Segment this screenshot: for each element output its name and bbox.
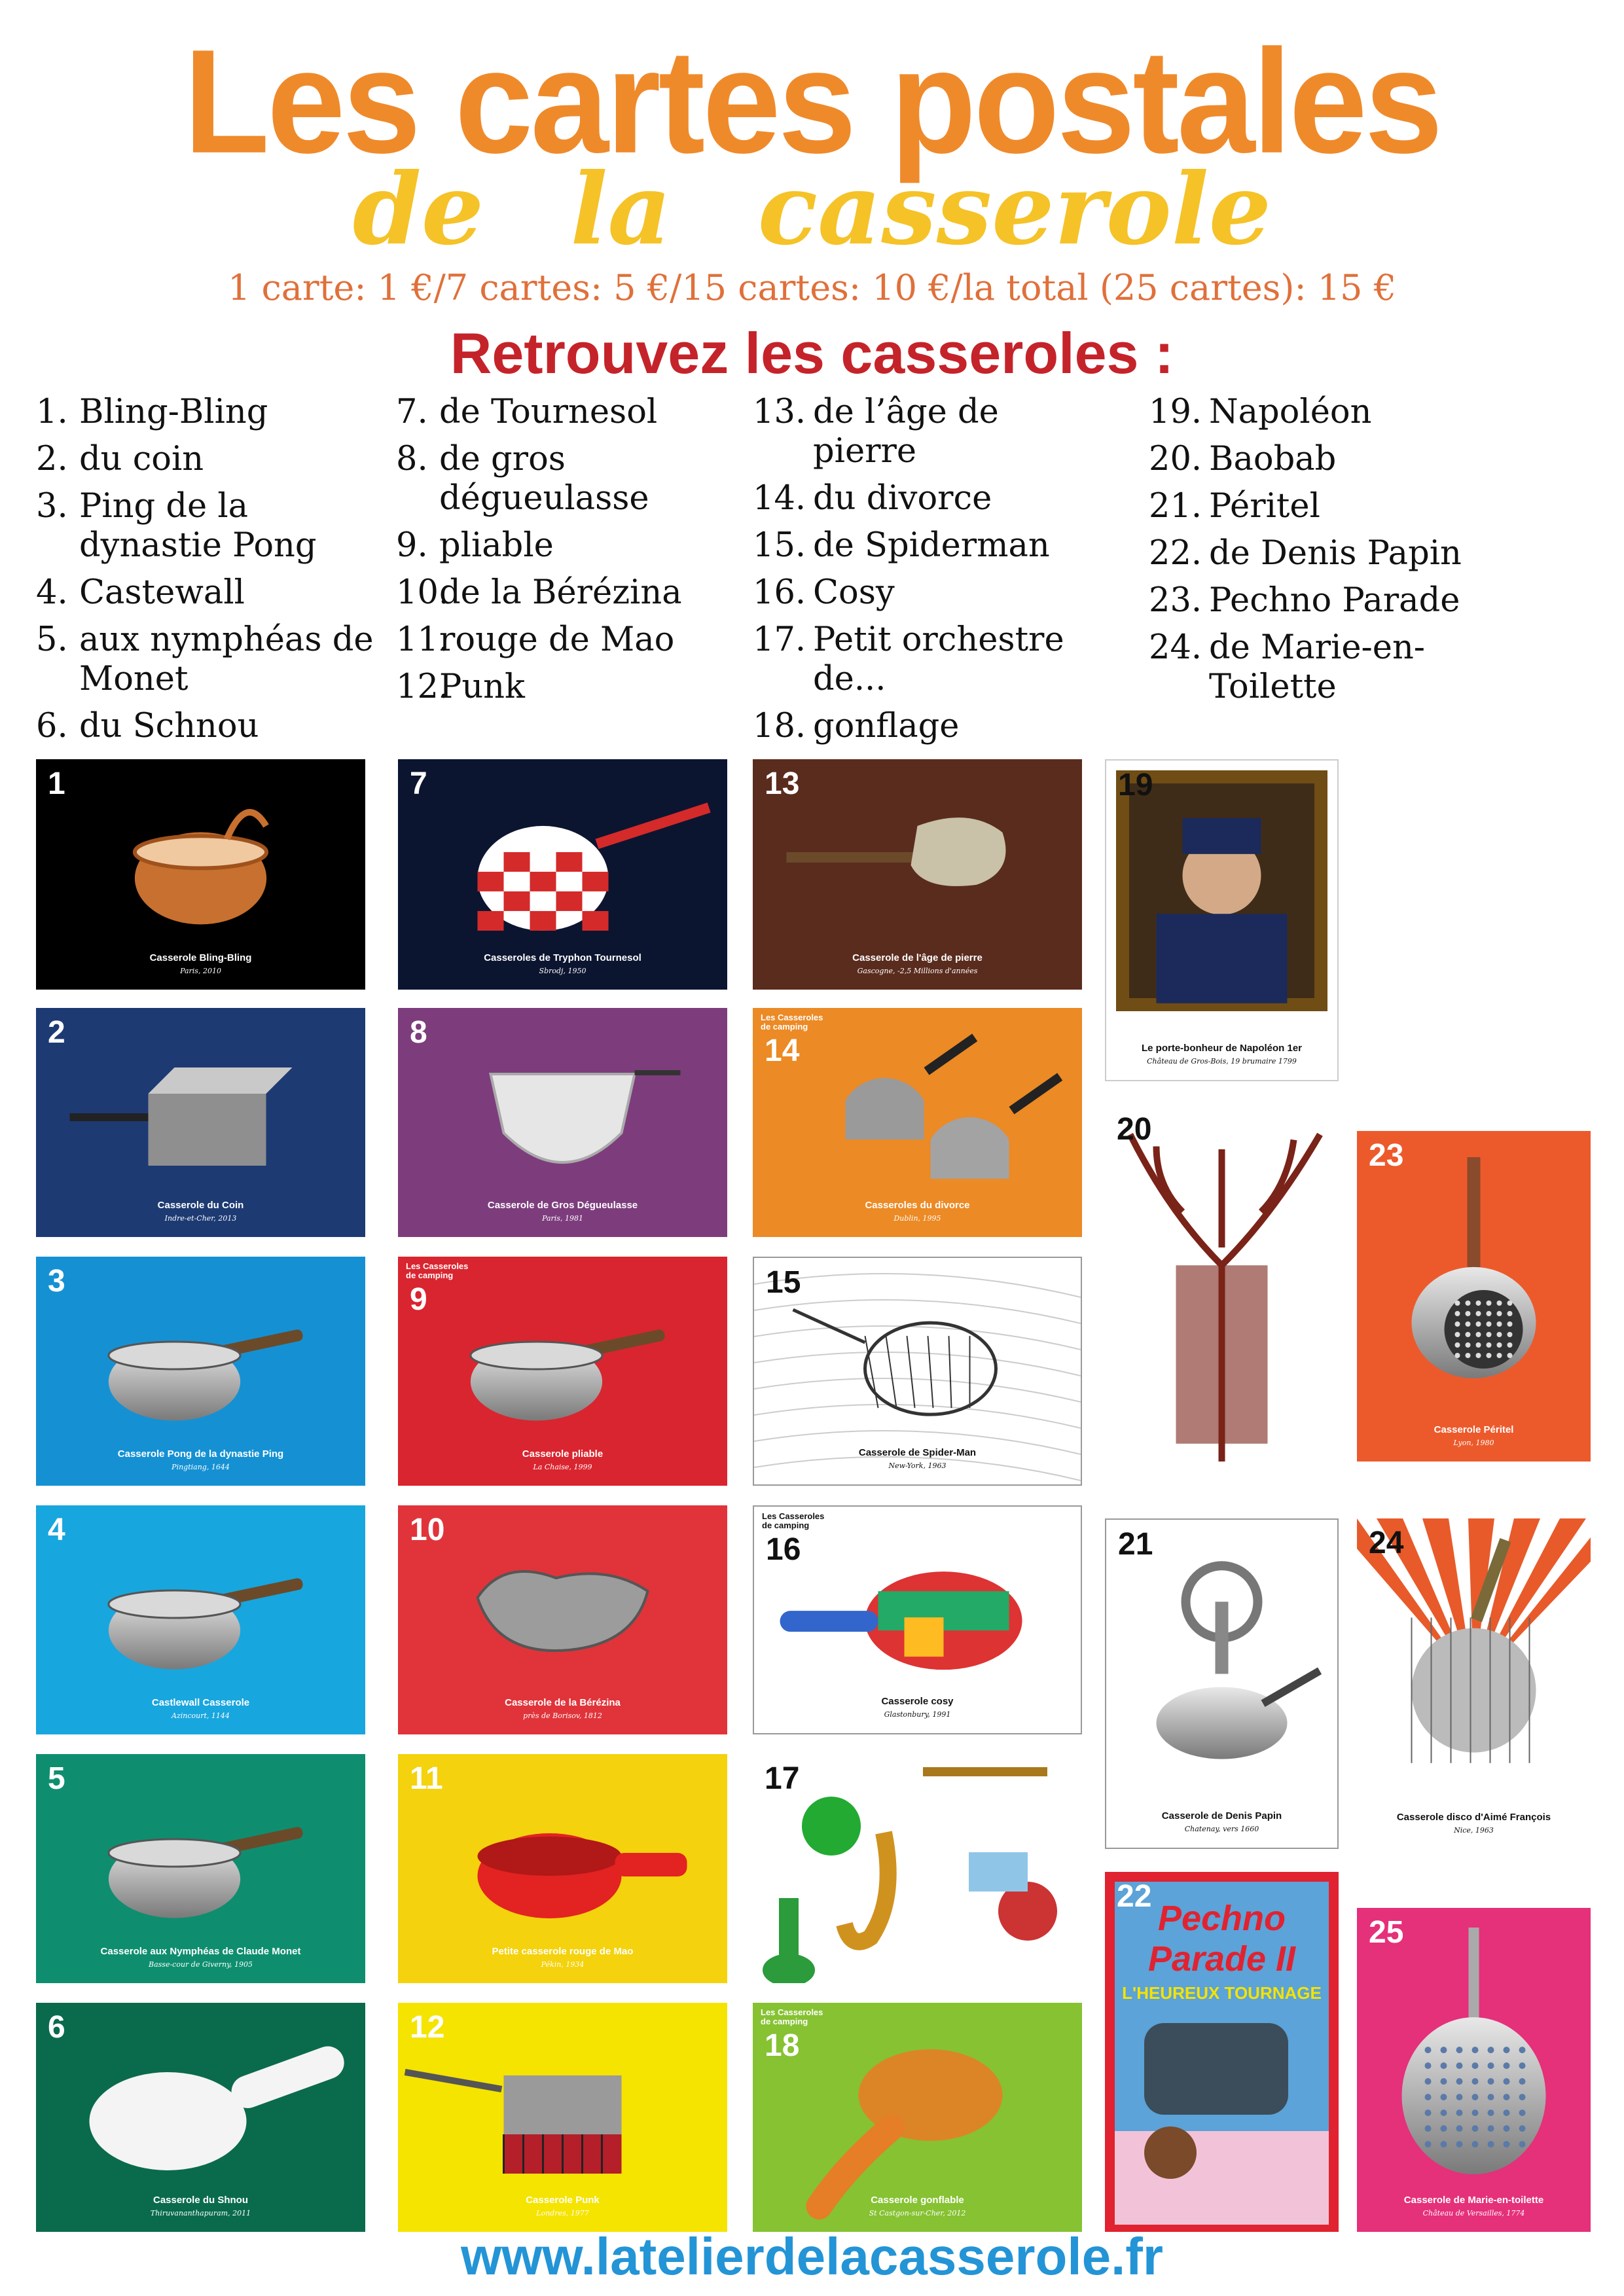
list-item-number: 12.	[396, 668, 450, 706]
postcard-caption: Petite casserole rouge de Mao	[492, 1946, 634, 1957]
list-item	[753, 479, 1106, 518]
section-heading: Retrouvez les casseroles :	[450, 321, 1174, 386]
postcard-23[interactable]	[1357, 1131, 1591, 1462]
postcard-place: près de Borisov, 1812	[523, 1712, 602, 1720]
postcard-6[interactable]	[36, 2003, 365, 2232]
postcard-number: 17	[765, 1761, 800, 1796]
list-item	[36, 620, 376, 699]
postcard-caption: Casserole de Denis Papin	[1161, 1810, 1282, 1821]
postcard-place: Pékin, 1934	[541, 1960, 585, 1969]
postcard-place: New-York, 1963	[888, 1462, 947, 1470]
postcard-caption: Casserole de Marie-en-toilette	[1403, 2195, 1544, 2206]
list-item-number: 19.	[1149, 393, 1202, 431]
postcard-place: Château de Gros-Bois, 19 brumaire 1799	[1147, 1057, 1297, 1066]
postcard-number: 21	[1118, 1527, 1153, 1562]
postcard-4[interactable]	[36, 1505, 365, 1734]
postcard-number: 3	[48, 1264, 65, 1299]
postcard-22[interactable]	[1105, 1872, 1339, 2232]
list-item-text: de Spiderman	[813, 526, 1050, 565]
postcard-caption: Casserole Péritel	[1434, 1424, 1514, 1435]
postcard-caption: Casserole Bling-Bling	[149, 952, 252, 963]
list-column-2	[396, 393, 723, 715]
postcard-place: Paris, 2010	[180, 967, 221, 975]
postcard-place: St Castgon-sur-Cher, 2012	[869, 2209, 966, 2217]
list-item	[753, 620, 1106, 699]
peritel-pan-icon	[1357, 1131, 1591, 1462]
list-item-text: de la Bérézina	[439, 573, 682, 612]
postcard-number: 11	[410, 1761, 443, 1796]
postcard-18[interactable]	[753, 2003, 1082, 2232]
postcard-place: Chatenay, vers 1660	[1184, 1825, 1259, 1833]
postcard-caption: Casserole du Shnou	[153, 2195, 249, 2206]
postcard-16[interactable]	[753, 1505, 1082, 1734]
list-item-text: du Schnou	[79, 707, 259, 745]
list-item	[1149, 393, 1542, 432]
postcard-number: 16	[766, 1532, 801, 1567]
postcard-place: Basse-cour de Giverny, 1905	[149, 1960, 253, 1969]
postcard-5[interactable]	[36, 1754, 365, 1983]
list-item-text: Cosy	[813, 573, 895, 612]
postcard-caption: Casserole du Coin	[157, 1200, 244, 1211]
list-item-text: Baobab	[1209, 440, 1337, 478]
postcard-number: 5	[48, 1761, 65, 1796]
list-column-3	[753, 393, 1106, 754]
postcard-number: 18	[765, 2028, 800, 2063]
postcard-number: 12	[410, 2010, 445, 2045]
postcard-7[interactable]	[398, 759, 727, 990]
postcard-caption: Casserole pliable	[522, 1448, 604, 1460]
list-item-number: 11.	[396, 620, 450, 659]
list-item-number: 7.	[396, 393, 428, 431]
list-item-number: 17.	[753, 620, 806, 659]
postcard-caption: Casseroles du divorce	[865, 1200, 970, 1211]
postcard-number: 24	[1369, 1526, 1404, 1560]
colander-icon	[1357, 1908, 1591, 2232]
list-item	[36, 440, 376, 479]
list-item-number: 14.	[753, 479, 806, 518]
postcard-15[interactable]	[753, 1257, 1082, 1486]
postcard-13[interactable]	[753, 759, 1082, 990]
postcard-caption: Le porte-bonheur de Napoléon 1er	[1141, 1043, 1303, 1054]
list-item	[753, 526, 1106, 565]
list-item-number: 3.	[36, 487, 68, 526]
postcard-place: Glastonbury, 1991	[884, 1710, 951, 1719]
list-item-text: Napoléon	[1209, 393, 1372, 431]
postcard-caption: Casserole de la Bérézina	[505, 1697, 621, 1708]
postcard-number: 13	[765, 766, 800, 801]
list-item-text: Pechno Parade	[1209, 581, 1460, 620]
camping-series-label: Les Casseroles de camping	[761, 2007, 823, 2026]
page-title: Les cartes postales	[183, 18, 1441, 184]
list-item-text: de l’âge de pierre	[813, 393, 999, 471]
list-item-number: 21.	[1149, 487, 1202, 526]
list-item	[396, 668, 723, 707]
poster-subtitle: L'HEUREUX TOURNAGE	[1122, 1983, 1322, 2003]
postcard-number: 1	[48, 766, 65, 801]
postcard-8[interactable]	[398, 1008, 727, 1237]
postcard-number: 10	[410, 1513, 445, 1547]
list-item-text: Punk	[439, 668, 525, 706]
postcard-caption: Casserole cosy	[881, 1696, 954, 1707]
list-column-4	[1149, 393, 1542, 715]
postcard-number: 19	[1118, 768, 1153, 802]
postcard-place: Paris, 1981	[542, 1214, 583, 1223]
postcard-place: Pingtiang, 1644	[171, 1463, 230, 1471]
postcard-17[interactable]	[753, 1754, 1082, 1983]
list-item-text: Petit orchestre de...	[813, 620, 1064, 698]
instruments-icon	[753, 1754, 1082, 1983]
list-item-number: 20.	[1149, 440, 1202, 478]
list-item-number: 10.	[396, 573, 450, 612]
list-column-1	[36, 393, 376, 754]
list-item-number: 2.	[36, 440, 68, 478]
camping-series-label: Les Casseroles de camping	[406, 1261, 469, 1280]
postcard-place: Nice, 1963	[1454, 1826, 1494, 1835]
list-item-text: de Denis Papin	[1209, 534, 1462, 573]
list-item-number: 22.	[1149, 534, 1202, 573]
postcard-2[interactable]	[36, 1008, 365, 1237]
postcard-number: 7	[410, 766, 427, 801]
list-item-text: aux nymphéas de Monet	[79, 620, 374, 698]
postcard-3[interactable]	[36, 1257, 365, 1486]
postcard-number: 25	[1369, 1915, 1404, 1950]
list-item-number: 1.	[36, 393, 68, 431]
list-item	[753, 707, 1106, 746]
postcard-place: Thiruvananthapuram, 2011	[150, 2209, 251, 2217]
list-item	[1149, 581, 1542, 620]
list-item-text: du divorce	[813, 479, 992, 518]
postcard-number: 2	[48, 1015, 65, 1050]
postcard-caption: Casserole Punk	[526, 2195, 600, 2206]
list-item	[36, 393, 376, 432]
postcard-caption: Casserole Pong de la dynastie Ping	[117, 1448, 284, 1460]
list-item-number: 16.	[753, 573, 806, 612]
list-item	[36, 573, 376, 613]
list-item-text: de Marie-en-Toilette	[1209, 628, 1426, 706]
list-item-text: Bling-Bling	[79, 393, 268, 431]
list-item	[1149, 440, 1542, 479]
list-item-number: 24.	[1149, 628, 1202, 667]
list-item	[396, 393, 723, 432]
postcard-number: 4	[48, 1513, 65, 1547]
list-item	[753, 393, 1106, 471]
postcard-caption: Casserole aux Nymphéas de Claude Monet	[100, 1946, 301, 1957]
postcard-caption: Casserole gonflable	[871, 2195, 964, 2206]
postcard-number: 8	[410, 1015, 427, 1050]
postcard-caption: Casserole de Gros Dégueulasse	[487, 1200, 638, 1211]
postcard-21[interactable]	[1105, 1518, 1339, 1849]
postcard-number: 14	[765, 1033, 800, 1068]
list-item	[1149, 628, 1542, 707]
postcard-place: Dublin, 1995	[893, 1214, 941, 1223]
list-item	[753, 573, 1106, 613]
website-link[interactable]: www.latelierdelacasserole.fr	[460, 2227, 1164, 2286]
postcard-12[interactable]	[398, 2003, 727, 2232]
baobab-tree-icon	[1105, 1105, 1339, 1462]
postcard-10[interactable]	[398, 1505, 727, 1734]
list-item	[36, 487, 376, 565]
postcard-9[interactable]	[398, 1257, 727, 1486]
press-pan-icon	[1106, 1520, 1337, 1848]
list-item-number: 4.	[36, 573, 68, 612]
list-item-number: 13.	[753, 393, 806, 431]
disco-pan-icon	[1357, 1518, 1591, 1849]
postcard-number: 15	[766, 1265, 801, 1300]
list-item-number: 8.	[396, 440, 428, 478]
list-item-text: de gros dégueulasse	[439, 440, 649, 518]
postcard-25[interactable]	[1357, 1908, 1591, 2232]
postcard-caption: Casseroles de Tryphon Tournesol	[484, 952, 641, 963]
list-item-text: Péritel	[1209, 487, 1320, 526]
list-item-text: Ping de la dynastie Pong	[79, 487, 317, 565]
postcard-number: 22	[1117, 1879, 1152, 1914]
postcard-number: 9	[410, 1282, 427, 1317]
postcard-caption: Casserole de l'âge de pierre	[852, 952, 983, 963]
poster-title: Pechno Parade II	[1147, 1899, 1296, 1979]
list-item	[396, 526, 723, 565]
list-item-text: du coin	[79, 440, 204, 478]
list-item	[396, 440, 723, 518]
postcard-11[interactable]	[398, 1754, 727, 1983]
list-item-number: 6.	[36, 707, 68, 745]
postcard-14[interactable]	[753, 1008, 1082, 1237]
list-item	[396, 620, 723, 660]
list-item	[396, 573, 723, 613]
list-item	[1149, 534, 1542, 573]
list-item	[36, 707, 376, 746]
postcard-number: 23	[1369, 1138, 1404, 1173]
postcard-place: Lyon, 1980	[1453, 1439, 1494, 1447]
list-item-text: Castewall	[79, 573, 245, 612]
postcard-24[interactable]	[1357, 1518, 1591, 1849]
list-item-text: de Tournesol	[439, 393, 658, 431]
postcard-place: Château de Versailles, 1774	[1422, 2209, 1525, 2217]
list-item-text: rouge de Mao	[439, 620, 675, 659]
postcard-20[interactable]	[1105, 1105, 1339, 1462]
postcard-place: Londres, 1977	[536, 2209, 589, 2217]
list-item-number: 5.	[36, 620, 68, 659]
postcard-caption: Casserole disco d'Aimé François	[1396, 1812, 1551, 1823]
camping-series-label: Les Casseroles de camping	[762, 1511, 825, 1530]
postcard-caption: Castlewall Casserole	[151, 1697, 250, 1708]
postcard-place: Gascogne, -2,5 Millions d'années	[857, 967, 978, 975]
napoleon-portrait-icon	[1106, 761, 1337, 1080]
postcard-1[interactable]	[36, 759, 365, 990]
postcard-number: 6	[48, 2010, 65, 2045]
list-item-number: 23.	[1149, 581, 1202, 620]
postcard-place: Sbrodj, 1950	[539, 967, 586, 975]
list-item-number: 9.	[396, 526, 428, 565]
page-subtitle: de la casserole	[352, 152, 1272, 267]
list-item-text: gonflage	[813, 707, 960, 745]
price-list: 1 carte: 1 €/7 cartes: 5 €/15 cartes: 10 €/la total (25 cartes): 15 €	[227, 267, 1397, 308]
postcard-19[interactable]	[1105, 759, 1339, 1081]
postcard-place: La Chaise, 1999	[533, 1463, 592, 1471]
postcard-caption: Casserole de Spider-Man	[858, 1447, 977, 1458]
list-item-number: 18.	[753, 707, 806, 745]
list-item-text: pliable	[439, 526, 554, 565]
camping-series-label: Les Casseroles de camping	[761, 1013, 823, 1031]
postcard-place: Azincourt, 1144	[171, 1712, 230, 1720]
postcard-place: Indre-et-Cher, 2013	[164, 1214, 237, 1223]
list-item-number: 15.	[753, 526, 806, 565]
postcard-number: 20	[1117, 1112, 1152, 1147]
list-item	[1149, 487, 1542, 526]
